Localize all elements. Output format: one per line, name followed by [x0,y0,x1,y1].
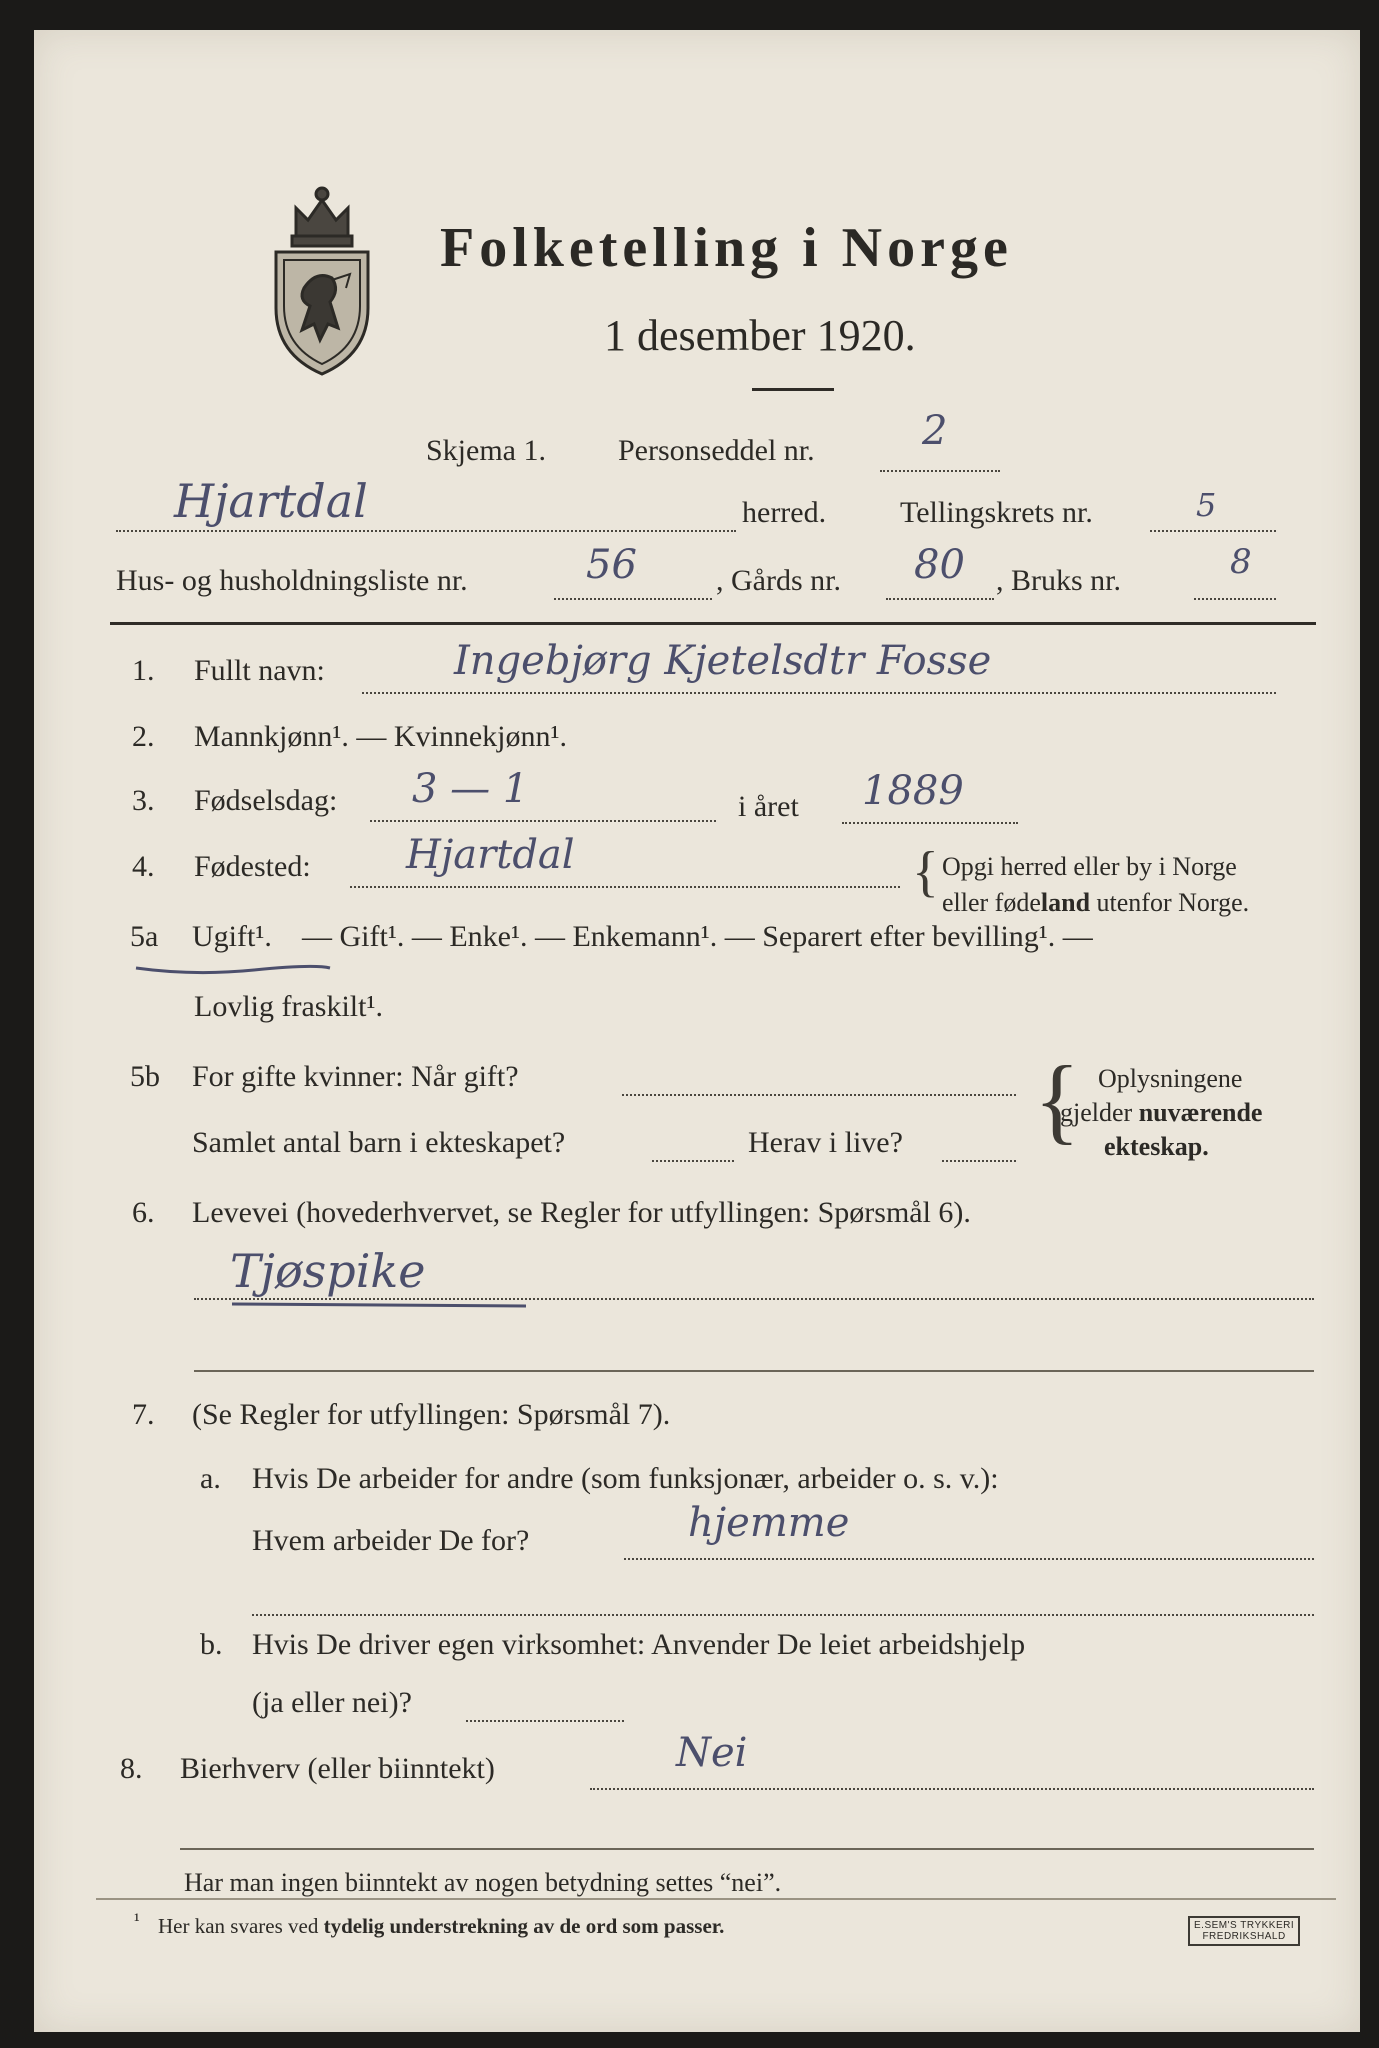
q5b-note-line2-pre: gjelder [1060,1098,1139,1127]
q1-label: Fullt navn: [194,654,325,687]
q7a-field-line [624,1558,1314,1560]
q5b-when-field-line [622,1094,1016,1096]
footnote-text-bold: tydelig understrekning av de ord som passer. [323,1914,725,1938]
title-divider [752,388,834,391]
form-title: Folketelling i Norge [440,217,1013,279]
q1-field-line [362,692,1276,694]
q8-label: Bierhverv (eller biinntekt) [180,1752,495,1785]
q5b-number: 5b [130,1060,160,1093]
q7-number: 7. [132,1398,155,1431]
q7b-letter: b. [200,1628,223,1661]
personseddel-field-line [880,470,1000,472]
q3-date-field-line [370,820,716,822]
footnote-separator [96,1898,1336,1900]
q3-birthyear-value: 1889 [862,768,964,814]
q7a-line2: Hvem arbeider De for? [252,1524,530,1557]
q7b-line1: Hvis De driver egen virksomhet: Anvender De leiet arbeidshjelp [252,1628,1026,1661]
census-form-page [34,30,1360,2032]
q5b-note-line2-bold: nuværende [1138,1098,1263,1127]
footnote-marker: ¹ [134,1910,140,1931]
header-separator [110,622,1316,625]
q7b-field-line [466,1720,624,1722]
q7b-line2: (ja eller nei)? [252,1686,412,1719]
q8-field-line [590,1788,1314,1790]
printer-stamp-line2: FREDRIKSHALD [1202,1931,1286,1942]
q4-note-line2-bold: land [1040,888,1091,917]
q5b-alive-field-line [942,1160,1016,1162]
bruks-field-line [1194,598,1276,600]
q3-birthdate-value: 3 — 1 [412,766,529,812]
q5b-note-brace: { [1034,1046,1081,1153]
bruks-value: 8 [1230,542,1252,582]
q5a-other-options: — Gift¹. — Enke¹. — Enkemann¹. — Separert efter bevilling¹. — [302,920,1093,953]
q5b-note-line2 [1060,1098,1262,1128]
bruks-label: , Bruks nr. [996,564,1122,597]
q5b-children-field-line [652,1160,734,1162]
q2-gender-options: Mannkjønn¹. — Kvinnekjønn¹. [194,720,567,753]
q4-label: Fødested: [194,850,311,883]
q5b-children-total: Samlet antal barn i ekteskapet? [192,1126,566,1159]
biinntekt-note: Har man ingen biinntekt av nogen betydning settes “nei”. [184,1868,782,1897]
q1-full-name-value: Ingebjørg Kjetelsdtr Fosse [454,638,992,684]
q4-note-line2-pre: eller føde [942,888,1041,917]
q5b-children-alive: Herav i live? [748,1126,903,1159]
census-date: 1 desember 1920. [604,311,916,360]
tellingskrets-value: 5 [1196,486,1217,524]
q6-label: Levevei (hovederhvervet, se Regler for utfyllingen: Spørsmål 6). [192,1196,971,1229]
q7-label: (Se Regler for utfyllingen: Spørsmål 7). [192,1398,671,1431]
q6-field-line-2 [194,1370,1314,1372]
q7a-letter: a. [200,1462,221,1495]
q5a-line2: Lovlig fraskilt¹. [194,990,383,1023]
q4-birthplace-value: Hjartdal [406,832,575,878]
q3-label: Fødselsdag: [194,784,338,817]
q3-number: 3. [132,784,155,817]
gards-label: , Gårds nr. [716,564,841,597]
q6-value-underline-mark [230,1298,530,1312]
personseddel-value: 2 [922,408,948,454]
q5b-when-married: For gifte kvinner: Når gift? [192,1060,519,1093]
q4-note-line2 [942,888,1249,918]
q8-field-line-2 [180,1848,1314,1850]
q5a-number: 5a [130,920,159,953]
husliste-field-line [554,598,712,600]
husliste-label: Hus- og husholdningsliste nr. [116,564,468,597]
q8-number: 8. [120,1752,143,1785]
q6-field-line-1 [194,1298,1314,1300]
q4-field-line [350,886,900,888]
q8-side-income-value: Nei [676,1730,748,1776]
q4-number: 4. [132,850,155,883]
herred-value: Hjartdal [174,474,368,528]
footnote-text [158,1914,724,1939]
q7a-employer-value: hjemme [688,1500,850,1546]
footnote-text-pre: Her kan svares ved [158,1914,324,1938]
gards-value: 80 [914,542,965,588]
q2-number: 2. [132,720,155,753]
q1-number: 1. [132,654,155,687]
q5b-note-line3: ekteskap. [1104,1132,1209,1161]
q3-year-field-line [842,822,1018,824]
printer-stamp [1188,1916,1300,1946]
q5a-ugift-underline-mark [134,960,334,980]
q5a-option-ugift: Ugift¹. [192,920,272,953]
norway-coat-of-arms-icon [266,178,378,378]
herred-field-line [116,530,736,532]
q6-occupation-value: Tjøspike [230,1244,426,1298]
tellingskrets-field-line [1150,530,1276,532]
q4-note-line1: Opgi herred eller by i Norge [942,852,1237,881]
herred-label: herred. [742,496,827,529]
q5b-note-line1: Oplysningene [1098,1064,1243,1093]
gards-field-line [886,598,994,600]
q4-note-brace: { [912,841,939,903]
husliste-value: 56 [586,542,637,588]
tellingskrets-label: Tellingskrets nr. [900,496,1093,529]
q6-number: 6. [132,1196,155,1229]
q7a-field-line-2 [252,1614,1314,1616]
q7a-line1: Hvis De arbeider for andre (som funksjonær, arbeider o. s. v.): [252,1462,999,1495]
q4-note-line2-post: utenfor Norge. [1090,888,1250,917]
q3-year-label: i året [738,790,799,823]
printer-stamp-line1: E.SEM'S TRYKKERI [1194,1920,1295,1931]
schema-label: Skjema 1. [426,434,546,467]
personseddel-label: Personseddel nr. [618,434,815,467]
